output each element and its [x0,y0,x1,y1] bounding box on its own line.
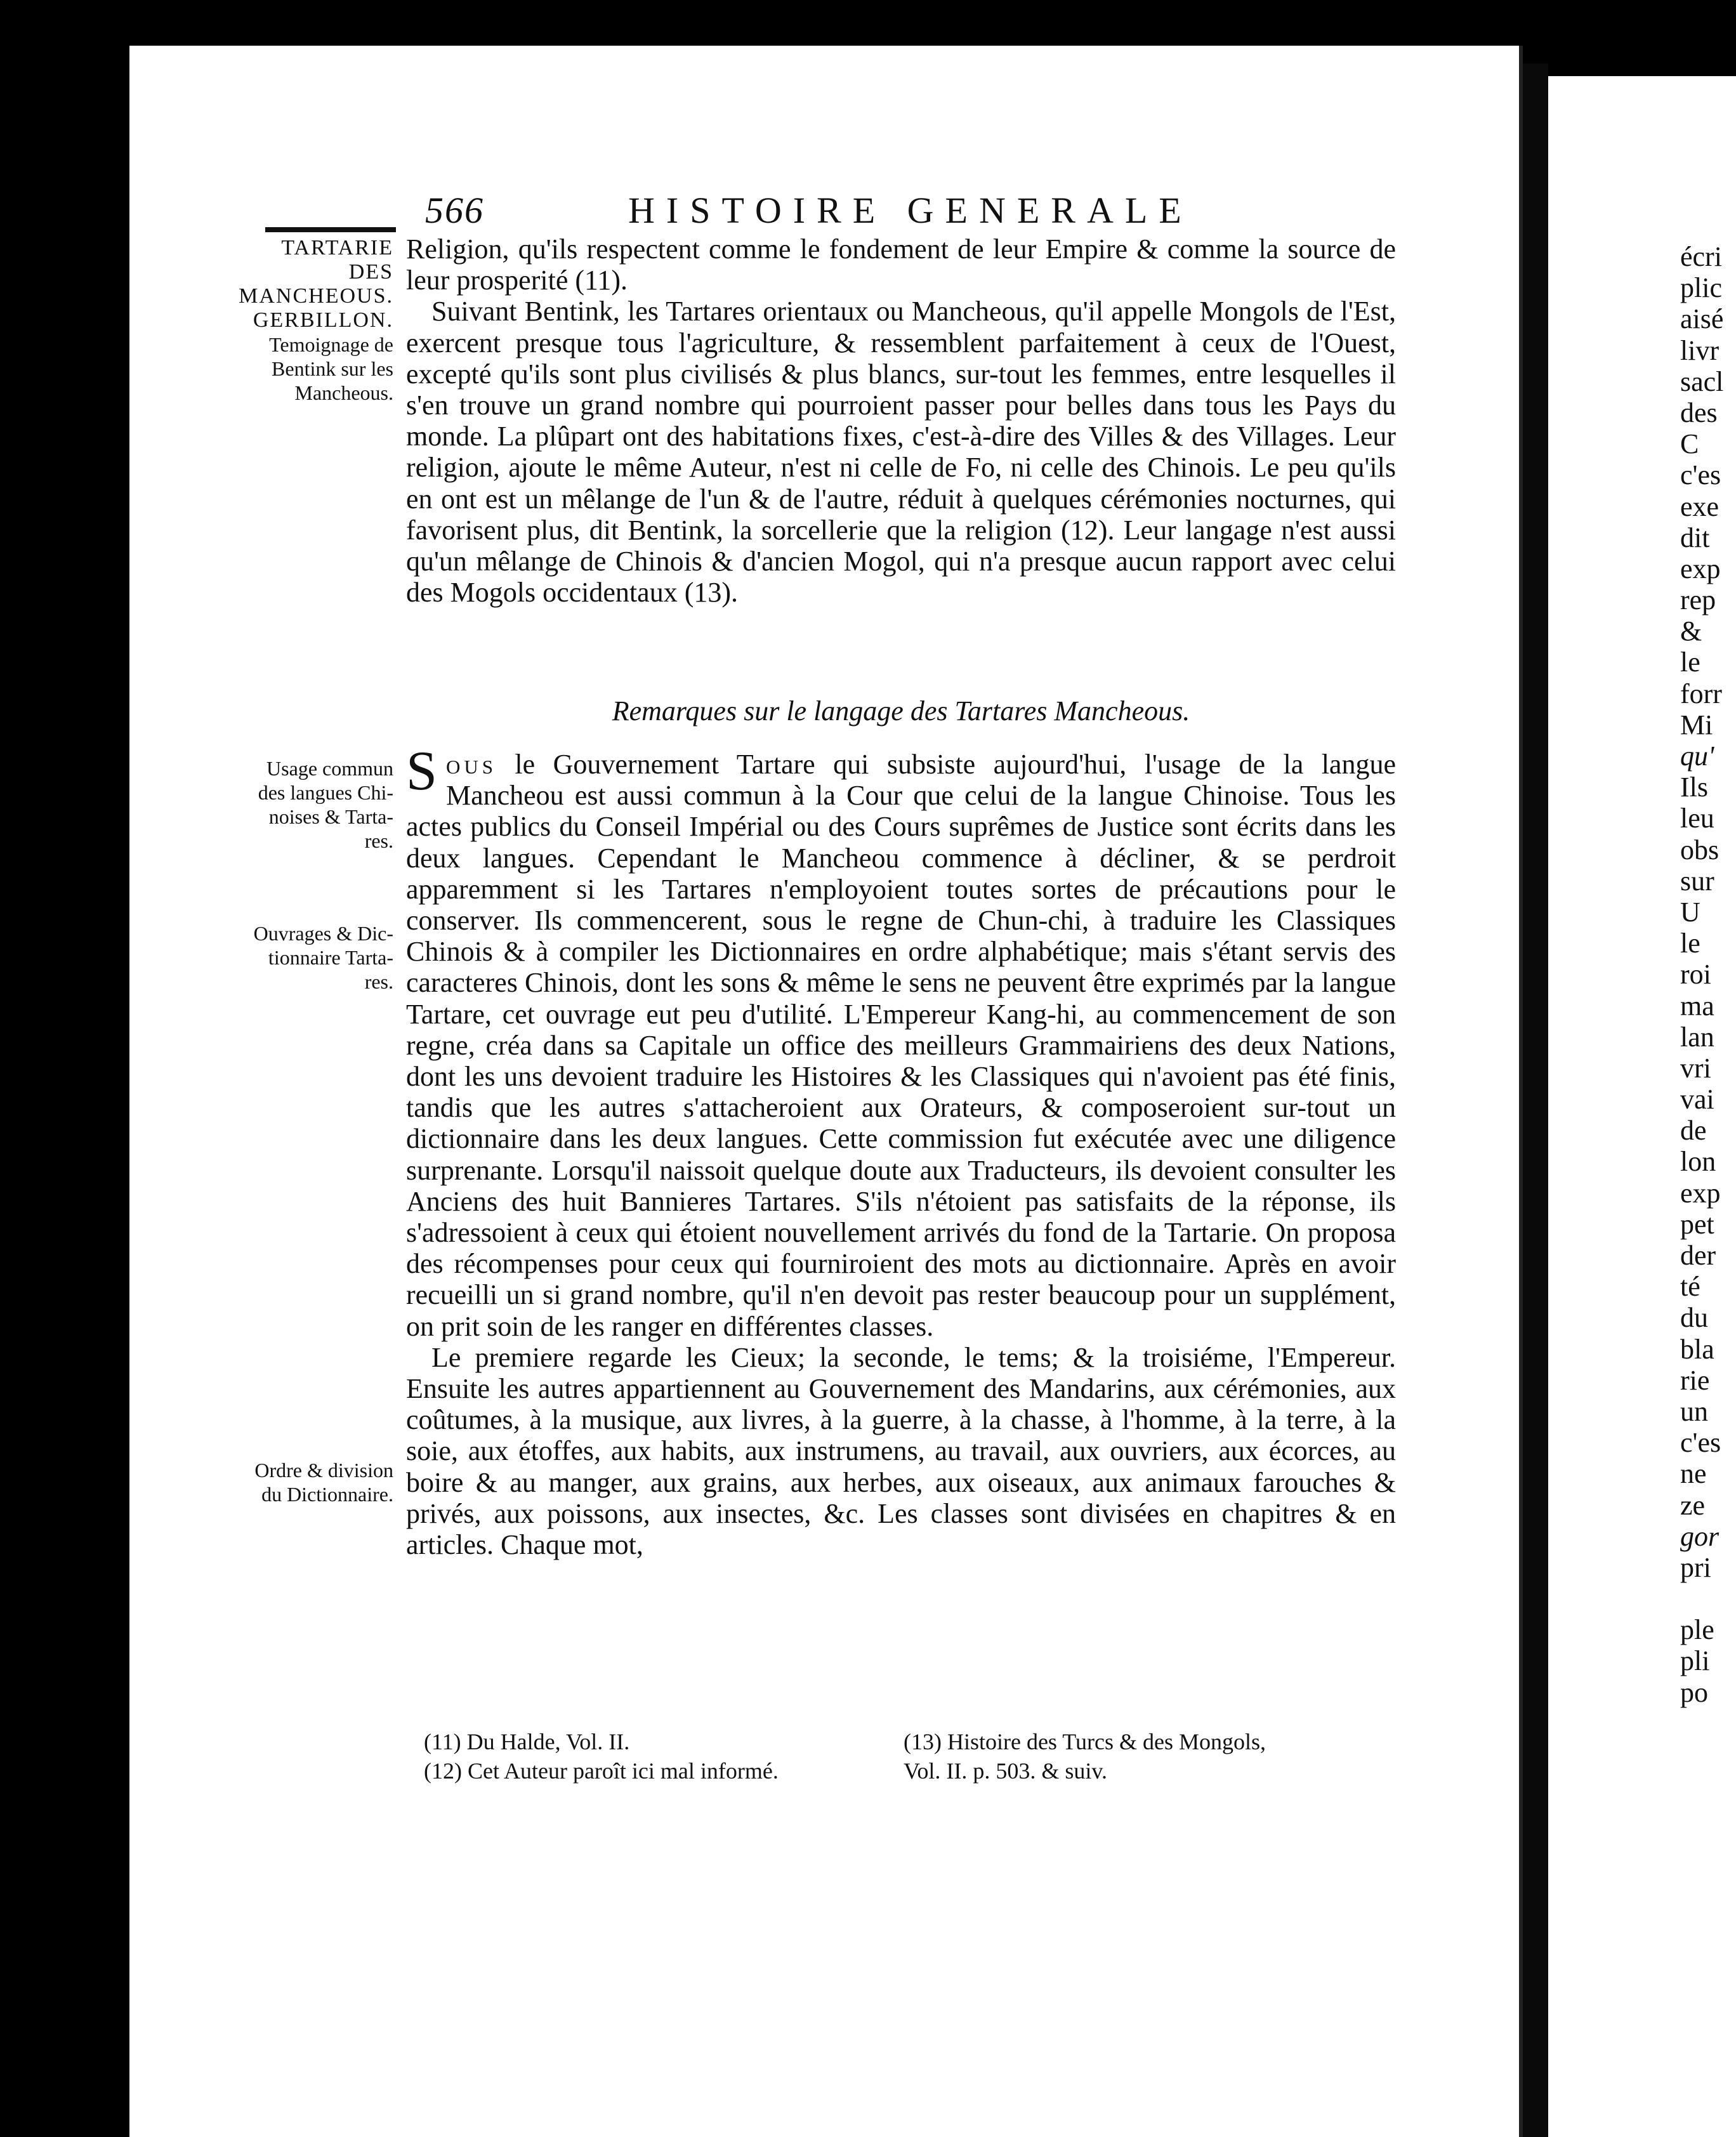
margin-note-line: Mancheous. [294,381,393,404]
footnote-12: (12) Cet Auteur paroît ici mal informé. [424,1758,779,1784]
margin-note-line: Ouvrages & Dic- [253,922,393,945]
margin-note-line: MANCHEOUS. [239,284,393,308]
right-fragment: exp [1680,553,1721,584]
right-fragment: pli [1680,1645,1710,1677]
right-fragment: gor [1680,1520,1720,1552]
page-header [425,189,1218,240]
section-heading: Remarques sur le langage des Tartares Mancheous. [612,695,1190,727]
margin-note-line: Ordre & division [254,1459,393,1482]
right-fragment: de [1680,1115,1707,1147]
running-title: HISTOIRE GENERALE [628,190,1193,231]
right-fragment: der [1680,1240,1716,1271]
paragraph-religion: Religion, qu'ils respectent comme le fondement de leur Empire & comme la source de leur prosperité (11). [406,233,1396,296]
right-fragment: Mi [1680,709,1713,740]
footnote-13: (13) Histoire des Turcs & des Mongols, [904,1729,1266,1754]
margin-note-line: Bentink sur les [272,357,393,380]
margin-note-line: noises & Tarta- [268,805,393,828]
margin-note-line: res. [364,829,393,852]
margin-note-line: des langues Chi- [258,781,393,804]
right-fragment: té [1680,1271,1700,1303]
right-fragment: c'es [1680,459,1721,491]
right-fragment [1680,1583,1736,1614]
right-fragment: vri [1680,1052,1711,1084]
right-fragment: aisé [1680,303,1724,335]
right-fragment: c'es [1680,1427,1721,1459]
right-fragment: C [1680,428,1699,460]
right-fragment: pet [1680,1208,1714,1240]
right-fragment: bla [1680,1333,1714,1365]
right-fragment: un [1680,1395,1708,1427]
right-fragment: écri [1680,241,1722,272]
body-block-2 [406,740,1396,1561]
right-fragment: dit [1680,522,1710,553]
right-fragment: exe [1680,490,1720,522]
margin-note-line: Usage commun [266,757,393,780]
drop-cap: S [406,740,437,802]
right-fragment: qu' [1680,740,1714,772]
right-fragment: le [1680,928,1700,959]
right-fragment: ze [1680,1489,1706,1521]
right-fragment: obs [1680,834,1720,865]
right-fragment: lon [1680,1146,1716,1178]
right-fragment: Ils [1680,772,1708,803]
right-fragment: rep [1680,584,1716,616]
right-fragment: leu [1680,803,1714,834]
margin-note-line: DES [348,260,393,284]
footnote-11: (11) Du Halde, Vol. II. [424,1729,630,1754]
margin-note-line: du Dictionnaire. [261,1483,393,1506]
right-fragment: U [1680,896,1700,928]
first-word: ous [445,749,497,780]
margin-note-line: tionnaire Tarta- [268,946,393,969]
margin-note-ouvrages [228,921,393,994]
right-fragment: ma [1680,990,1714,1022]
right-fragment: lan [1680,1021,1714,1053]
right-fragment: plic [1680,272,1722,304]
right-fragment: du [1680,1302,1708,1334]
footnote-13-cont: Vol. II. p. 503. & suiv. [904,1758,1108,1784]
right-fragment: sacl [1680,365,1724,397]
right-fragment: sur [1680,865,1714,897]
book-gutter [1523,63,1548,2137]
margin-note-line: res. [364,970,393,993]
margin-note-line: TARTARIE [281,236,393,260]
page-number: 566 [425,190,484,231]
paragraph-gouvernement [406,740,1396,1342]
paragraph-bentink: Suivant Bentink, les Tartares orientaux ou Mancheous, qu'il appelle Mongols de l'Est, exercent presque tous l'agriculture, & ressemblent parfaitement à ceux de l'Ouest, excepté qu'ils sont plus civilisés & plus blancs, sur-tout les femmes, entre lesquelles il s'en trouve un grand nombre qui pourroient passer pour belles dans tous les Pays du monde. La plûpart ont des habitations fixes, c'est-à-dire des Villes & des Villages. Leur religion, ajoute le même Auteur, n'est ni celle de Fo, ni celle des Chinois. Le peu qu'ils en ont est un mêlange de l'un & de l'autre, réduit à quelques cérémonies nocturnes, qui favorisent plus, dit Bentink, la sorcellerie que la religion (12). Leur langage n'est aussi qu'un mêlange de Chinois & d'ancien Mogol, qui n'a presque aucun rapport avec celui des Mogols occidentaux (13). [406,296,1396,608]
right-fragment: livr [1680,334,1720,366]
margin-note-line: GERBILLON. [253,308,393,332]
right-page-text-fragments [1680,241,1736,1708]
right-fragment: roi [1680,959,1711,990]
footnotes-right [904,1727,1386,1785]
paragraph-classes: Le premiere regarde les Cieux; la seconde, le tems; & la troisiéme, l'Empereur. Ensuite les autres appartiennent au Gouvernement des Mandarins, aux cérémonies, aux coûtumes, à la musique, aux livres, à la guerre, à la chasse, à l'homme, à la terre, à la soie, aux étoffes, aux habits, aux instrumens, au travail, aux ouvriers, aux écorces, au boire & au manger, aux grains, aux herbes, aux oiseaux, aux animaux farouches & privés, aux poissons, aux insectes, &c. Les classes sont divisées en chapitres & en articles. Chaque mot, [406,1341,1396,1561]
margin-note-ordre [228,1458,393,1506]
margin-note-tartarie [228,236,393,405]
margin-rule [265,227,396,232]
right-fragment: pri [1680,1551,1711,1583]
margin-note-line: Temoignage de [269,333,393,356]
right-fragment: ple [1680,1614,1714,1646]
right-fragment: forr [1680,678,1722,709]
right-fragment: po [1680,1676,1708,1708]
margin-note-usage [228,756,393,853]
body-block-1 [406,233,1396,608]
right-fragment: & [1680,615,1702,647]
right-fragment: ne [1680,1458,1707,1490]
paragraph-gouvernement-text: le Gouvernement Tartare qui subsiste aujourd'hui, l'usage de la langue Mancheou est aussi commun à la Cour que celui de la langue Chinoise. Tous les actes publics du Conseil Impérial ou des Cours suprêmes de Justice sont écrits dans les deux langues. Cependant le Mancheou commence à décliner, & se perdroit apparemment si les Tartares n'employoient toutes sortes de précautions pour le conserver. Ils commencerent, sous le regne de Chun-chi, à traduire les Classiques Chinois & à compiler les Dictionnaires en ordre alphabétique; mais s'étant servis des caracteres Chinois, dont les sons & même le sens ne peuvent être exprimés par la langue Tartare, cet ouvrage eut peu d'utilité. L'Empereur Kang-hi, au commencement de son regne, créa dans sa Capitale un office des meilleurs Grammairiens des deux Nations, dont les uns devoient traduire les Histoires & les Classiques qui n'avoient pas été finis, tandis que les autres s'attacheroient aux Orateurs, & composeroient sur-tout un dictionnaire dans les deux langues. Cette commission fut exécutée avec une diligence surprenante. Lorsqu'il naissoit quelque doute aux Traducteurs, ils devoient consulter les Anciens des huit Bannieres Tartares. S'ils n'étoient pas satisfaits de la réponse, ils s'adressoient à ceux qui étoient nouvellement arrivés du fond de la Tartarie. On proposa des récompenses pour ceux qui fourniroient des mots au dictionnaire. Après en avoir recueilli un si grand nombre, qu'il n'en devoit pas rester beaucoup pour un supplément, on prit soin de les ranger en différentes classes. [406,749,1396,1342]
right-fragment: rie [1680,1364,1710,1396]
right-fragment: des [1680,397,1718,428]
right-fragment: exp [1680,1177,1721,1209]
footnotes-left [424,1727,919,1785]
right-fragment: le [1680,647,1700,678]
right-fragment: vai [1680,1084,1714,1115]
